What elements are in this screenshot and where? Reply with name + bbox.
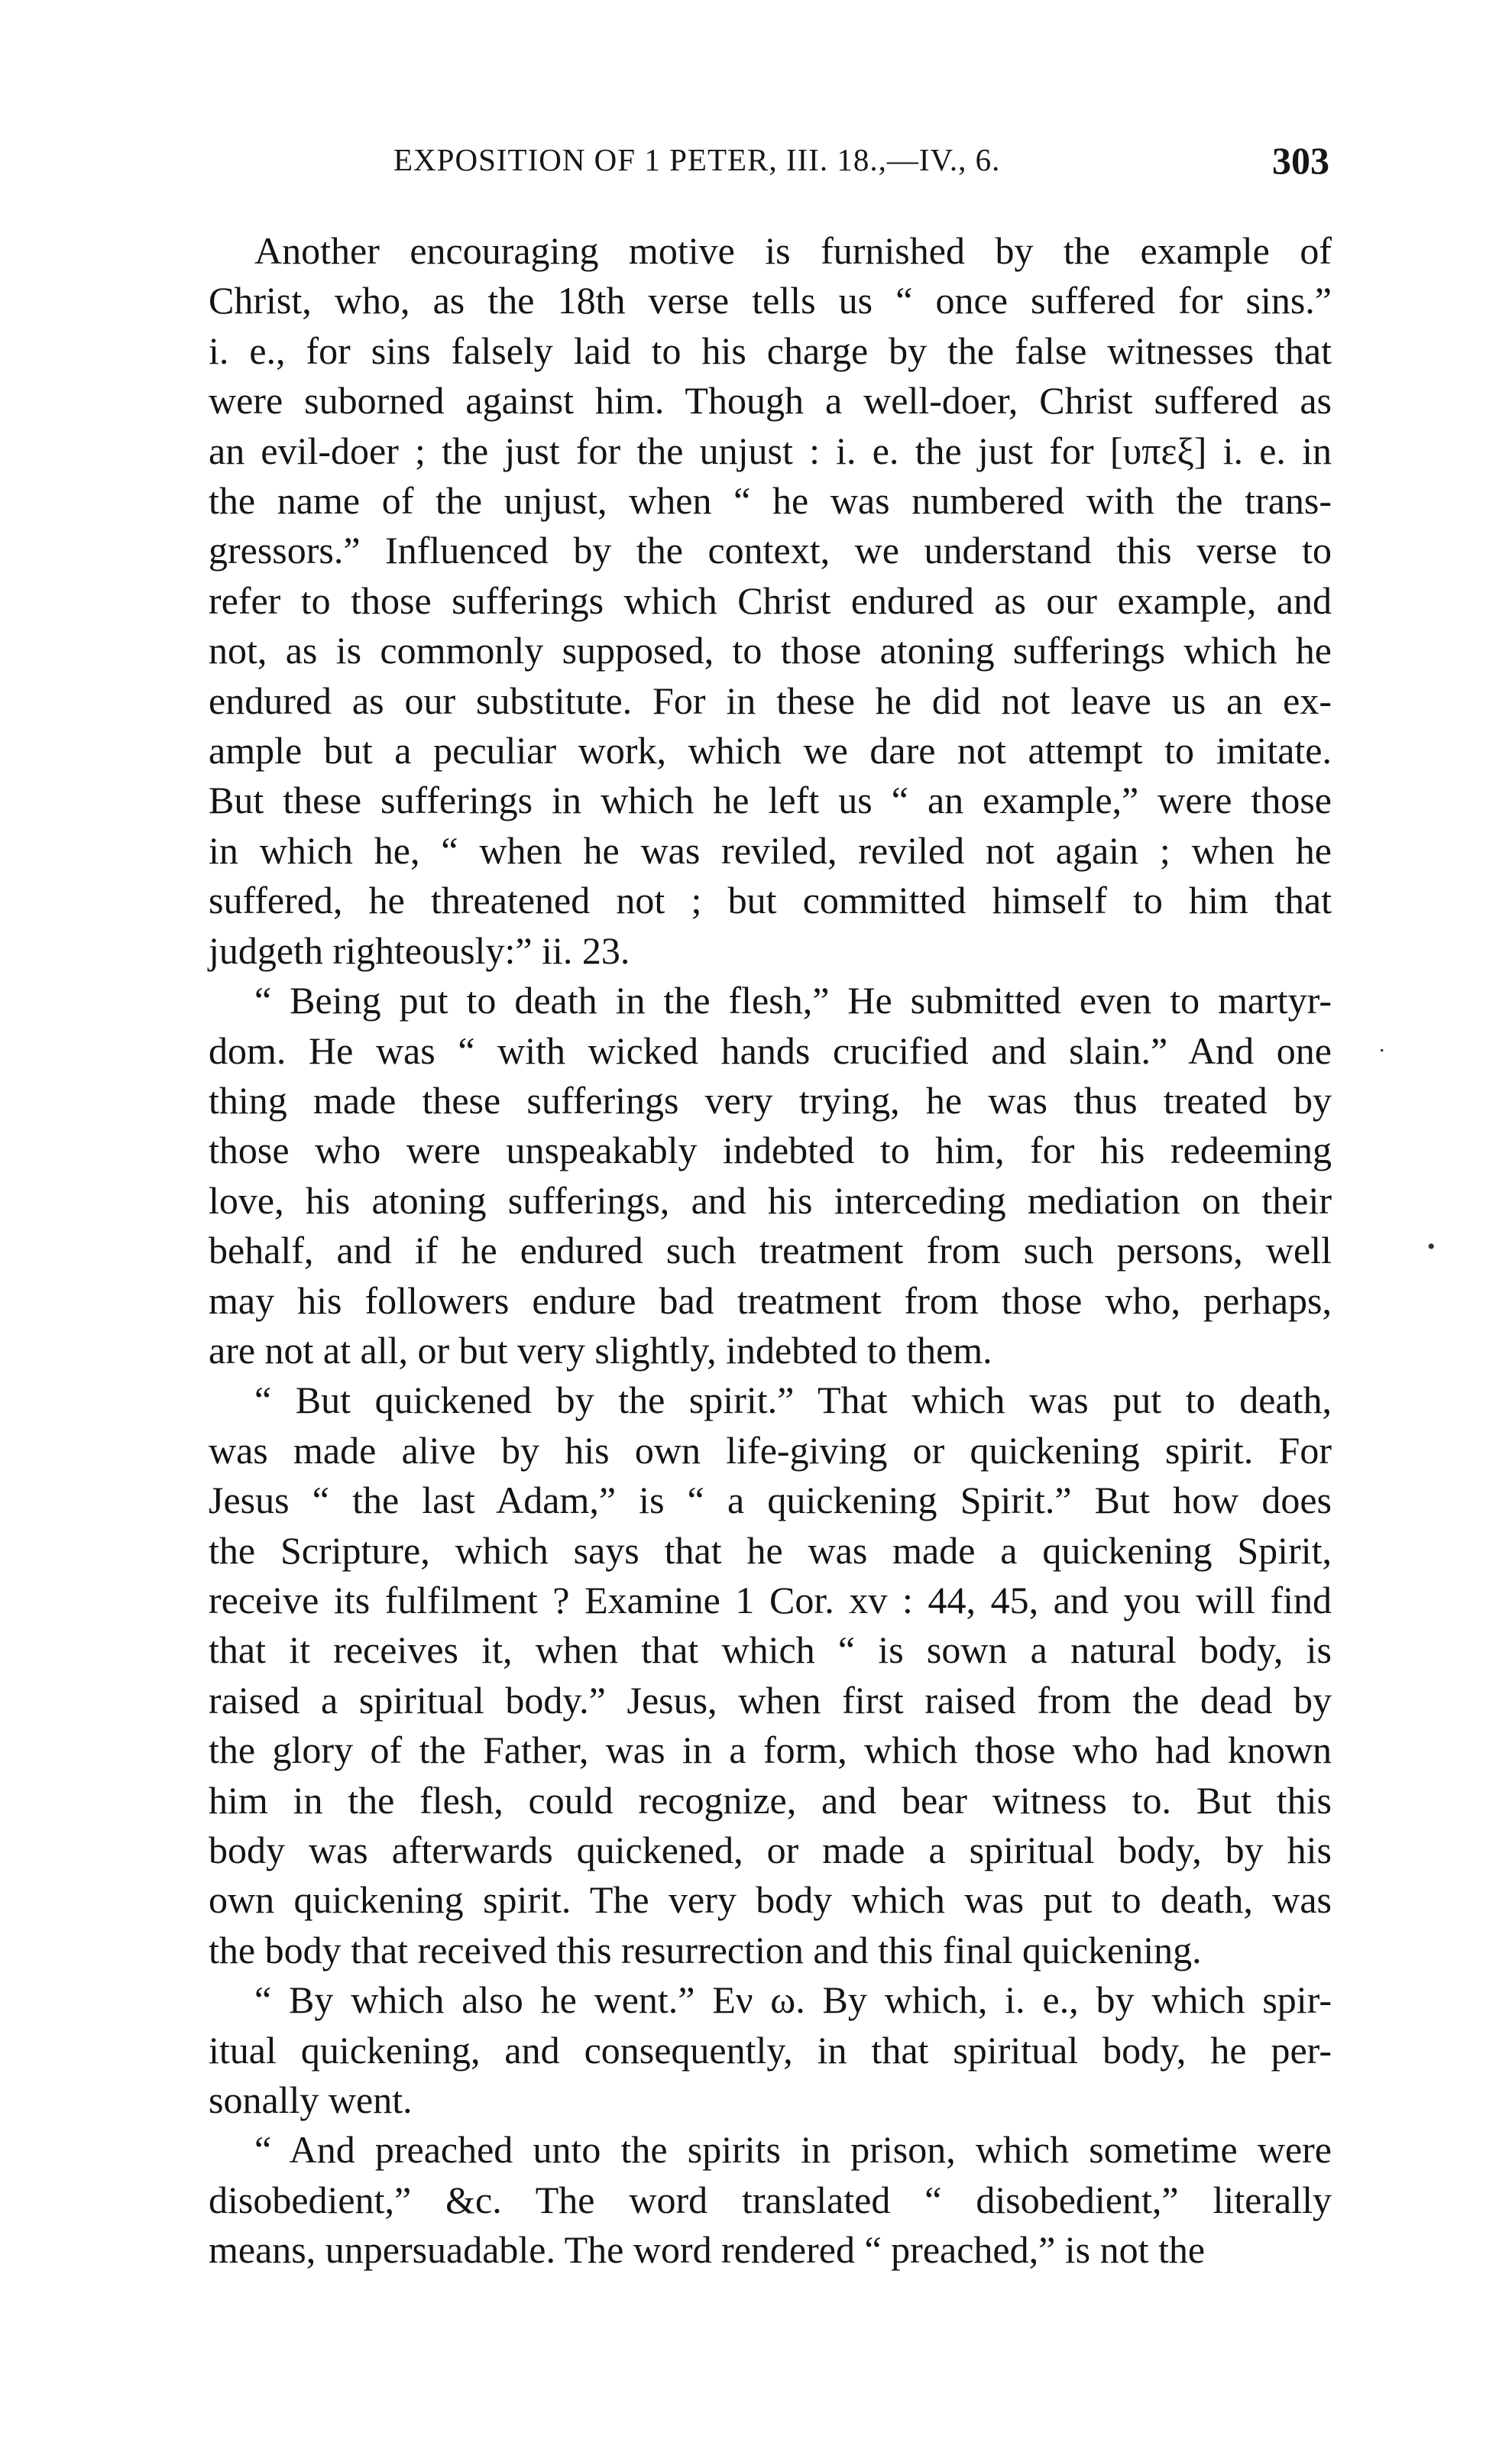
text-line: raised a spiritual body.” Jesus, when first raised from the dead by	[209, 1678, 1332, 1722]
text-line: the Scripture, which says that he was made a quickening Spirit,	[209, 1528, 1332, 1572]
scan-speck: •	[1427, 1234, 1436, 1259]
paragraph-by-which-he-went	[163, 1975, 1332, 2125]
text-line: the glory of the Father, was in a form, which those who had known	[209, 1728, 1332, 1772]
text-line: behalf, and if he endured such treatment from such persons, well	[209, 1229, 1332, 1272]
text-line: endured as our substitute. For in these he did not leave us an ex-	[209, 679, 1332, 722]
page-header	[393, 141, 1329, 195]
text-line: i. e., for sins falsely laid to his charge by the false witnesses that	[209, 329, 1332, 372]
text-line: may his followers endure bad treatment from those who, perhaps,	[209, 1278, 1332, 1322]
text-line: sonally went.	[209, 2078, 413, 2122]
text-line: are not at all, or but very slightly, indebted to them.	[209, 1328, 992, 1372]
text-line: ample but a peculiar work, which we dare not attempt to imitate.	[209, 729, 1332, 773]
text-line: receive its fulfilment ? Examine 1 Cor. xv : 44, 45, and you will find	[209, 1578, 1332, 1621]
text-line: that it receives it, when that which “ is sown a natural body, is	[209, 1628, 1332, 1672]
text-line: “ By which also he went.” Eν ω. By which, i. e., by which spir-	[254, 1978, 1332, 2022]
text-line: disobedient,” &c. The word translated “ disobedient,” literally	[209, 2178, 1332, 2221]
text-line: was made alive by his own life-giving or quickening spirit. For	[209, 1428, 1332, 1472]
text-line: thing made these sufferings very trying, he was thus treated by	[209, 1078, 1332, 1122]
text-line: in which he, “ when he was reviled, reviled not again ; when he	[209, 828, 1332, 872]
text-line: judgeth righteously:” ii. 23.	[209, 928, 630, 972]
text-line: the body that received this resurrection and this final quickening.	[209, 1928, 1202, 1971]
text-line: were suborned against him. Though a well-doer, Christ suffered as	[209, 379, 1332, 423]
text-line: the name of the unjust, when “ he was numbered with the trans-	[209, 479, 1332, 523]
paragraph-preached-to-spirits	[163, 2125, 1332, 2275]
paragraph-put-to-death	[163, 976, 1332, 1375]
text-line: suffered, he threatened not ; but committed himself to him that	[209, 879, 1332, 922]
text-line: body was afterwards quickened, or made a spiritual body, by his	[209, 1829, 1332, 1871]
text-line: Another encouraging motive is furnished by the example of	[254, 229, 1332, 272]
text-line: “ Being put to death in the flesh,” He submitted even to martyr-	[254, 979, 1332, 1022]
text-line: Jesus “ the last Adam,” is “ a quickening Spirit.” But how does	[209, 1479, 1332, 1522]
text-line: itual quickening, and consequently, in that spiritual body, he per-	[209, 2028, 1332, 2072]
text-line: “ And preached unto the spirits in prison, which sometime were	[254, 2128, 1332, 2172]
text-line: those who were unspeakably indebted to him, for his redeeming	[209, 1129, 1332, 1172]
text-line: Christ, who, as the 18th verse tells us “ once suffered for sins.”	[209, 279, 1332, 322]
paragraph-quickened-by-spirit	[163, 1375, 1332, 1975]
paragraph-example-of-christ	[163, 226, 1332, 976]
text-line: refer to those sufferings which Christ endured as our example, and	[209, 578, 1332, 622]
page-number: 303	[1272, 139, 1329, 182]
text-line: gressors.” Influenced by the context, we understand this verse to	[209, 529, 1332, 572]
text-line: not, as is commonly supposed, to those atoning sufferings which he	[209, 629, 1332, 672]
running-title: EXPOSITION OF 1 PETER, III. 18.,—IV., 6.	[393, 142, 1001, 177]
text-line: means, unpersuadable. The word rendered “ preached,” is not the	[209, 2228, 1206, 2272]
text-line: an evil-doer ; the just for the unjust : i. e. the just for [υπεξ] i. e. in	[209, 429, 1332, 472]
scan-speck: .	[1379, 1032, 1385, 1057]
text-line: him in the flesh, could recognize, and bear witness to. But this	[209, 1778, 1332, 1822]
text-line: own quickening spirit. The very body which was put to death, was	[209, 1878, 1332, 1922]
text-line: “ But quickened by the spirit.” That which was put to death,	[254, 1379, 1332, 1422]
text-line: But these sufferings in which he left us “ an example,” were those	[209, 779, 1332, 822]
text-line: love, his atoning sufferings, and his interceding mediation on their	[209, 1178, 1332, 1222]
text-line: dom. He was “ with wicked hands crucified and slain.” And one	[209, 1029, 1332, 1072]
body-text	[163, 226, 1332, 2276]
